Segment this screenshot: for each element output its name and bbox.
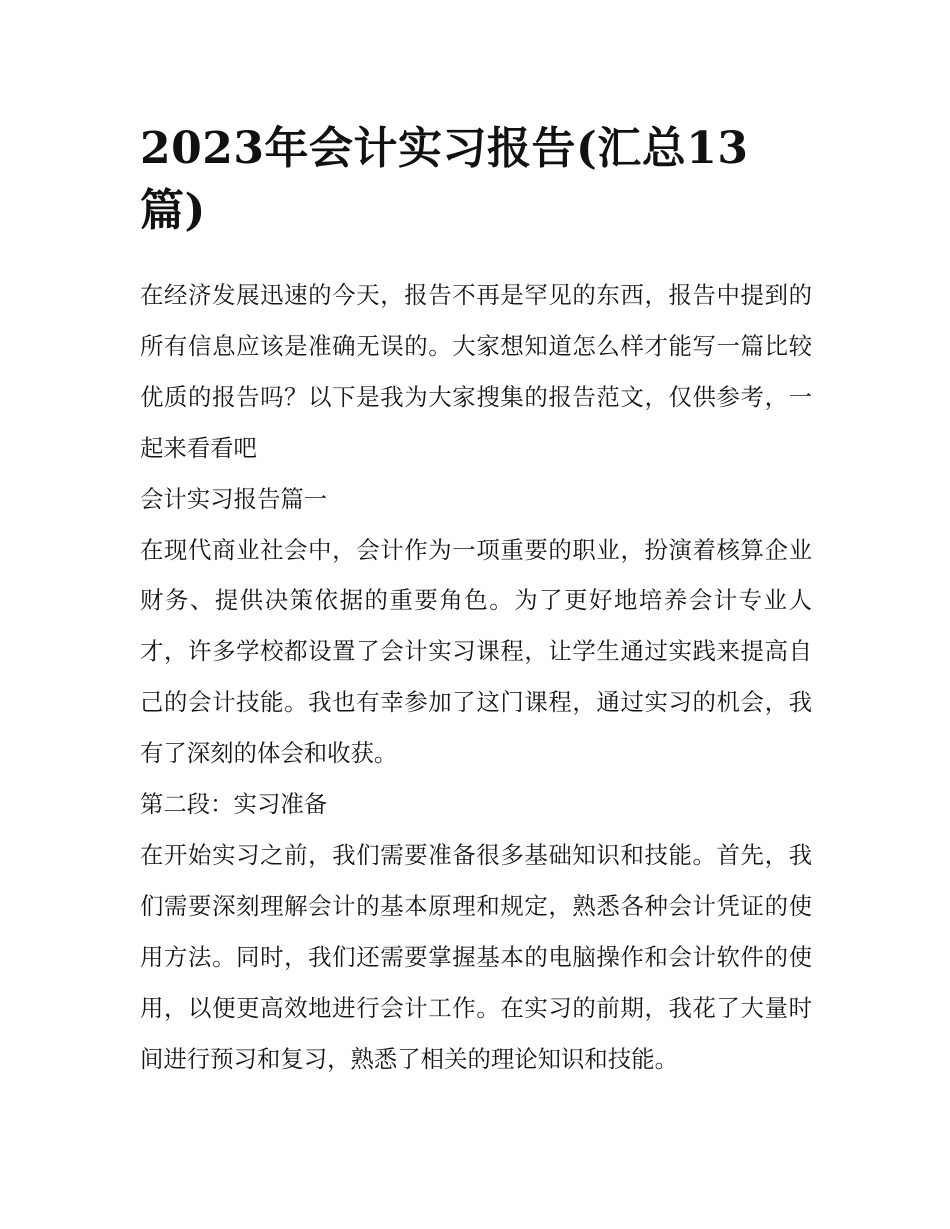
intro-paragraph: 在经济发展迅速的今天，报告不再是罕见的东西，报告中提到的所有信息应该是准确无误的。大家想知道怎么样才能写一篇比较优质的报告吗？以下是我为大家搜集的报告范文，仅供参考，一起来看看吧 bbox=[140, 281, 812, 462]
document-title: 2023年会计实习报告(汇总13篇) bbox=[140, 123, 749, 236]
section-heading-1: 会计实习报告篇一 bbox=[140, 484, 328, 513]
preparation-paragraph: 在开始实习之前，我们需要准备很多基础知识和技能。首先，我们需要深刻理解会计的基本原理和规定，熟悉各种会计凭证的使用方法。同时，我们还需要掌握基本的电脑操作和会计软件的使用，以便更高效地进行会计工作。在实习的前期，我花了大量时间进行预习和复习，熟悉了相关的理论知识和技能。 bbox=[140, 840, 812, 1073]
document-body bbox=[140, 270, 812, 1085]
section-1-paragraph: 在现代商业社会中，会计作为一项重要的职业，扮演着核算企业财务、提供决策依据的重要角色。为了更好地培养会计专业人才，许多学校都设置了会计实习课程，让学生通过实践来提高自己的会计技能。我也有幸参加了这门课程，通过实习的机会，我有了深刻的体会和收获。 bbox=[140, 535, 812, 768]
document-content bbox=[140, 118, 812, 1085]
subsection-heading-preparation: 第二段：实习准备 bbox=[140, 790, 328, 819]
